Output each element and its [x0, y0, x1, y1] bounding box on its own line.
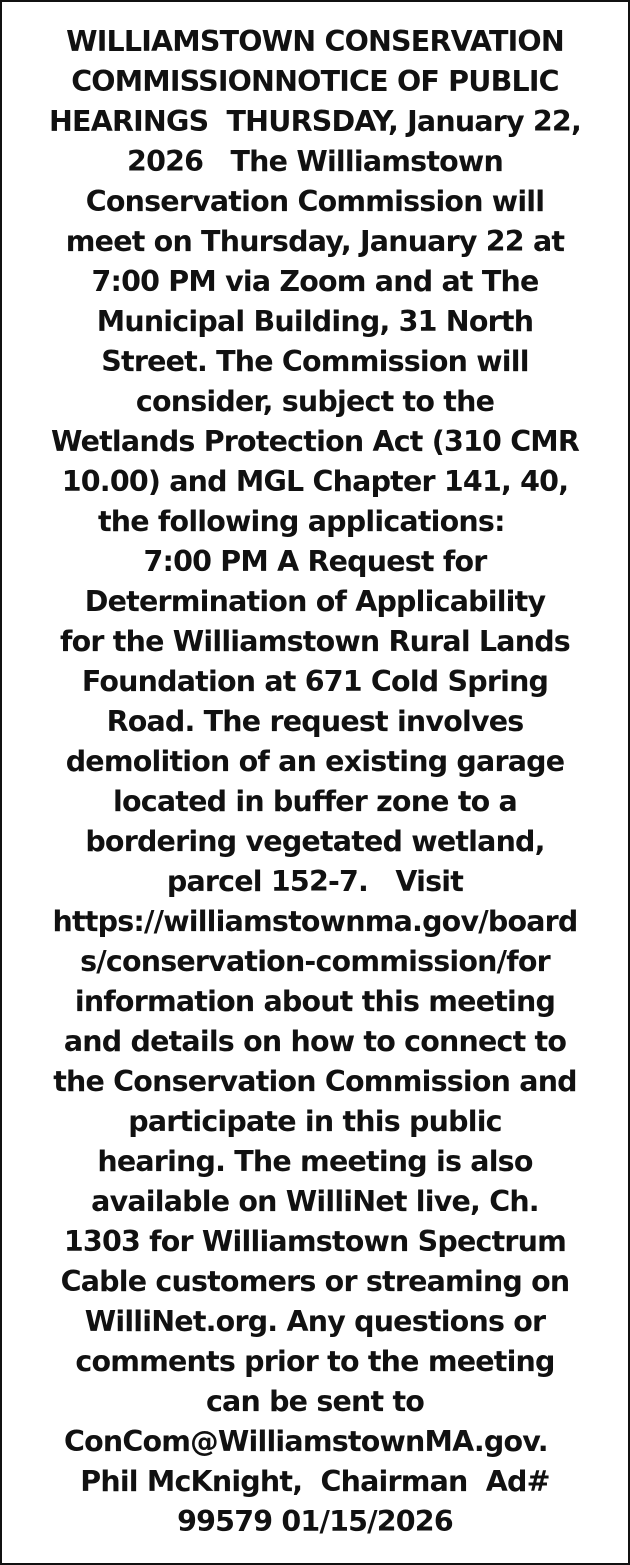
notice-body-text: WILLIAMSTOWN CONSERVATION COMMISSIONNOTICE OF PUBLIC HEARINGS THURSDAY, January 22, 2026 The Williamstown Conservation Commission will meet on Thursday, January 22 at 7:00 PM via Zoom and at The Municipal Building, 31 North Street. The Commission will consider, subject to the Wetlands Protection Act (310 CMR 10.00) and MGL Chapter 141, 40, the following applications: 7:00 PM A Request for Determination of Applicability for the Williamstown Rural Lands Foundation at 671 Cold Spring Road. The request involves demolition of an existing garage located in buffer zone to a bordering vegetated wetland, parcel 152-7. Visit https://williamstownma.gov/board s/conservation-commission/for information about this meeting and details on how to connect to the Conservation Commission and participate in this public hearing. The meeting is also available on WilliNet live, Ch. 1303 for Williamstown Spectrum Cable customers or streaming on WilliNet.org. Any questions or comments prior to the meeting can be sent to ConCom@WilliamstownMA.gov. Phil McKnight, Chairman Ad# 99579 01/15/2026 — [49, 25, 581, 1538]
